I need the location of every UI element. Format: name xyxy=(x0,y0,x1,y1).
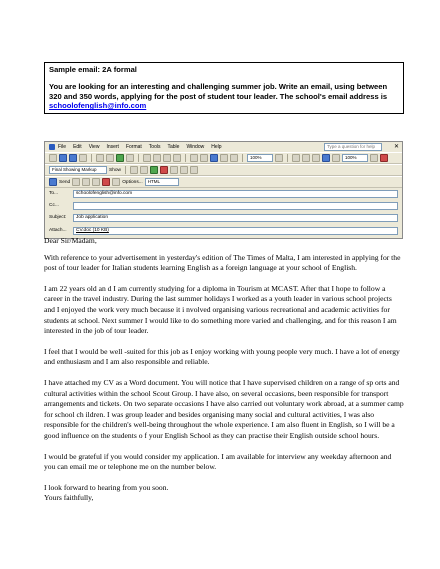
menu-table[interactable]: Table xyxy=(167,144,180,150)
font-color-icon[interactable] xyxy=(380,154,388,162)
letter-signoff: Yours faithfully, xyxy=(44,493,94,503)
to-button[interactable]: To... xyxy=(49,191,59,196)
zoom-select[interactable]: 100% xyxy=(247,154,273,162)
hyperlink-icon[interactable] xyxy=(210,154,218,162)
reviewing-pane-icon[interactable] xyxy=(190,166,198,174)
toolbar-divider xyxy=(125,166,126,174)
toolbar-divider xyxy=(242,154,243,162)
menu-window[interactable]: Window xyxy=(186,144,205,150)
menu-insert[interactable]: Insert xyxy=(106,144,119,150)
menu-help[interactable]: Help xyxy=(211,144,222,150)
toolbar-divider xyxy=(138,154,139,162)
highlight-icon[interactable] xyxy=(370,154,378,162)
attach-button[interactable]: Attach... xyxy=(49,228,67,233)
to-field[interactable]: schoolofenglish@info.com xyxy=(73,190,398,198)
letter-greeting: Dear Sir/Madam, xyxy=(44,236,97,245)
format-select[interactable]: HTML xyxy=(145,178,179,186)
check-names-icon[interactable] xyxy=(82,178,90,186)
toolbar-divider xyxy=(185,154,186,162)
redo-icon[interactable] xyxy=(200,154,208,162)
format-painter-icon[interactable] xyxy=(173,154,181,162)
word-app-icon xyxy=(49,144,55,150)
toolbar-divider xyxy=(91,154,92,162)
task-prompt-text: You are looking for an interesting and challenging summer job. Write an email, using between 320 and 350 words, applying for the post of student tour leader. The school's email address is xyxy=(49,82,388,101)
new-doc-icon[interactable] xyxy=(49,154,57,162)
toolbar-divider xyxy=(287,154,288,162)
standard-toolbar xyxy=(45,152,402,164)
subject-field[interactable]: Job application xyxy=(73,214,398,222)
save-icon[interactable] xyxy=(69,154,77,162)
pilcrow-icon[interactable] xyxy=(332,154,340,162)
read-icon[interactable] xyxy=(275,154,283,162)
next-change-icon[interactable] xyxy=(140,166,148,174)
markup-mode-select[interactable]: Final Showing Markup xyxy=(49,166,107,174)
school-email-link[interactable]: schoolofenglish@info.com xyxy=(49,101,147,111)
task-prompt xyxy=(49,82,399,110)
prev-change-icon[interactable] xyxy=(130,166,138,174)
letter-paragraph-1: With reference to your advertisement in yesterday's edition of The Times of Malta, I am interested in applying for the post of tour leader for Italian students learning English as a foreign language at your school of English. xyxy=(44,252,401,273)
send-icon xyxy=(49,178,57,186)
subject-label: Subject: xyxy=(49,215,67,220)
bold-icon[interactable] xyxy=(302,154,310,162)
track-changes-icon[interactable] xyxy=(180,166,188,174)
permission-icon[interactable] xyxy=(79,154,87,162)
options-button[interactable]: Options... xyxy=(122,179,143,185)
reviewing-toolbar xyxy=(45,164,402,176)
paste-icon[interactable] xyxy=(163,154,171,162)
cc-row xyxy=(49,201,398,210)
importance-icon[interactable] xyxy=(102,178,110,186)
undo-icon[interactable] xyxy=(190,154,198,162)
send-button[interactable]: Send xyxy=(59,179,71,185)
comment-icon[interactable] xyxy=(170,166,178,174)
copy-icon[interactable] xyxy=(153,154,161,162)
address-book-icon[interactable] xyxy=(72,178,80,186)
menu-tools[interactable]: Tools xyxy=(148,144,161,150)
letter-paragraph-5: I would be grateful if you would consider my application. I am available for interview any weekday afternoon and you can email me or telephone me on the number below. xyxy=(44,451,392,472)
show-menu-button[interactable]: Show xyxy=(109,167,121,173)
attach-file-icon[interactable] xyxy=(92,178,100,186)
email-window xyxy=(44,141,403,239)
letter-body xyxy=(44,236,404,504)
italic-icon[interactable] xyxy=(312,154,320,162)
cut-icon[interactable] xyxy=(143,154,151,162)
letter-paragraph-2: I am 22 years old an d I am currently studying for a diploma in Tourism at MCAST. After that I hope to follow a career in the travel industry. During the last summer holidays I worked as a youth leader in various school projects and I enjoyed the work very much because it i nvolved organising various recreational and academic activities for students at school. Next summer I would like to do something more varied and challenging, and for this reason I am interested in the job of tour leader. xyxy=(44,283,397,336)
print-preview-icon[interactable] xyxy=(106,154,114,162)
columns-icon[interactable] xyxy=(230,154,238,162)
flag-icon[interactable] xyxy=(112,178,120,186)
menu-file[interactable]: File xyxy=(58,144,67,150)
letter-paragraph-4: I have attached my CV as a Word document. You will notice that I have supervised children on a range of sp orts and cultural activities within the school Scout Group. I have also, on several occasions, been responsible for transport arrangements and tickets. On two separate occasions I have also carried out voluntary work abroad, at a summer camp for school ch ildren. I was group leader and besides organising many social and cultural activities, I was also responsible for the children's well-being throughout the whole experience. I am also fluent in English, so I will be a good influence on the students o f your English School as they can practise their English outside school hours. xyxy=(44,377,404,440)
close-icon[interactable]: ✕ xyxy=(393,144,399,150)
letter-paragraph-3: I feel that I would be well -suited for this job as I enjoy working with young people very much. I have a lot of energy and enthusiasm and I am also responsible and reliable. xyxy=(44,346,400,367)
task-heading: Sample email: 2A formal xyxy=(49,65,137,74)
style-icon[interactable] xyxy=(292,154,300,162)
print-icon[interactable] xyxy=(96,154,104,162)
accept-change-icon[interactable] xyxy=(150,166,158,174)
menu-view[interactable]: View xyxy=(88,144,100,150)
letter-closing: I look forward to hearing from you soon. xyxy=(44,482,169,492)
reject-change-icon[interactable] xyxy=(160,166,168,174)
attach-row xyxy=(49,226,398,235)
align-icon[interactable] xyxy=(322,154,330,162)
cc-button[interactable]: Cc... xyxy=(49,203,59,208)
to-row xyxy=(49,189,398,198)
menu-edit[interactable]: Edit xyxy=(73,144,82,150)
cc-field[interactable] xyxy=(73,202,398,210)
research-icon[interactable] xyxy=(126,154,134,162)
open-icon[interactable] xyxy=(59,154,67,162)
spelling-icon[interactable] xyxy=(116,154,124,162)
subject-row xyxy=(49,213,398,222)
help-search-input[interactable]: Type a question for help xyxy=(324,143,382,151)
table-icon[interactable] xyxy=(220,154,228,162)
zoom-select-2[interactable]: 100% xyxy=(342,154,368,162)
email-toolbar xyxy=(45,176,402,188)
attachment-file[interactable]: CV.doc (10 KB) xyxy=(73,227,398,235)
menu-format[interactable]: Format xyxy=(125,144,142,150)
task-box xyxy=(44,62,404,114)
